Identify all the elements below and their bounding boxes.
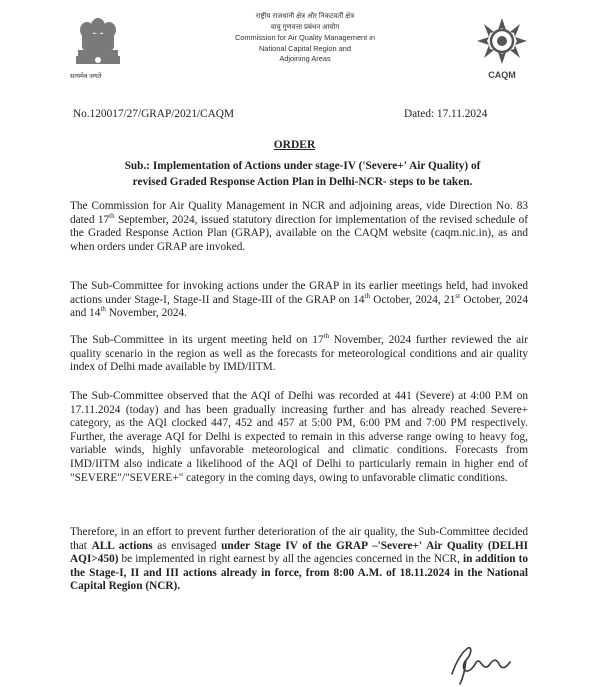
org-line-2: National Capital Region and [258,43,352,53]
paragraph-2: The Sub-Committee for invoking actions under the GRAP in its earlier meetings held, had invoked actions under Stage-I, Stage-II and Stage-III of the GRAP on 14th October, 2024, 21st October, 2024 and 14th November, 2024. [70,280,528,320]
commission-name [205,12,405,65]
hindi-line-2: वायु गुणवत्ता प्रबंधन आयोग [270,23,340,31]
signature [446,640,526,685]
subject-line-1: Sub.: Implementation of Actions under stage-IV ('Severe+' Air Quality) of [124,160,481,172]
paragraph-4: The Sub-Committee observed that the AQI of Delhi was recorded at 441 (Severe) at 4:00 P.M on 17.11.2024 (today) and has been gradually increasing further and has already reached Severe+ category, as the AQI clocked 447, 452 and 457 at 5:00 PM, 6:00 PM and 7:00 PM respectively. Further, the average AQI for Delhi is expected to remain in this adverse range owing to heavy fog, variable winds, highly unfavorable meteorological and climatic conditions. Forecasts from IMD/IITM also indicate a likelihood of the AQI of Delhi to particularly remain in higher end of "SEVERE"/"SEVERE+" category in the coming days, owing to unfavorable climatic conditions. [70,390,528,484]
letterhead [0,0,589,92]
caqm-logo-text: CAQM [488,70,516,80]
paragraph-1: The Commission for Air Quality Management in NCR and adjoining areas, vide Direction No. 83 dated 17th September, 2024, issued statutory direction for implementation of the revised schedule of the Graded Response Action Plan (GRAP), available on the CAQM website (caqm.nic.in), as and when orders under GRAP are invoked. [70,200,528,253]
order-title: ORDER [273,139,316,151]
hindi-line-1: राष्ट्रीय राजधानी क्षेत्र और निकटवर्ती क्षेत्र [255,13,355,20]
paragraph-3: The Sub-Committee in its urgent meeting held on 17th November, 2024 further reviewed the air quality scenario in the region as well as the forecasts for meteorological conditions and air quality index of Delhi made available by IMD/IITM. [70,332,528,374]
paragraph-5: Therefore, in an effort to prevent further deterioration of the air quality, the Sub-Committee decided that ALL actions as envisaged under Stage IV of the GRAP –'Severe+' Air Quality (DELHI AQI>450) be implemented in right earnest by all the agencies concerned in the NCR, in addition to the Stage-I, II and III actions already in force, from 8:00 A.M. of 18.11.2024 in the National Capital Region (NCR). [70,526,529,593]
subject-line-2: revised Graded Response Action Plan in Delhi-NCR- steps to be taken. [132,176,473,188]
caqm-logo [473,16,531,82]
reference-number: No.120017/27/GRAP/2021/CAQM [73,108,234,120]
order-date: Dated: 17.11.2024 [404,108,488,120]
subject [80,158,525,190]
org-line-1: Commission for Air Quality Management in [234,33,376,43]
org-line-3: Adjoining Areas [279,54,331,64]
emblem-caption: सत्यमेव जयते [70,73,102,80]
